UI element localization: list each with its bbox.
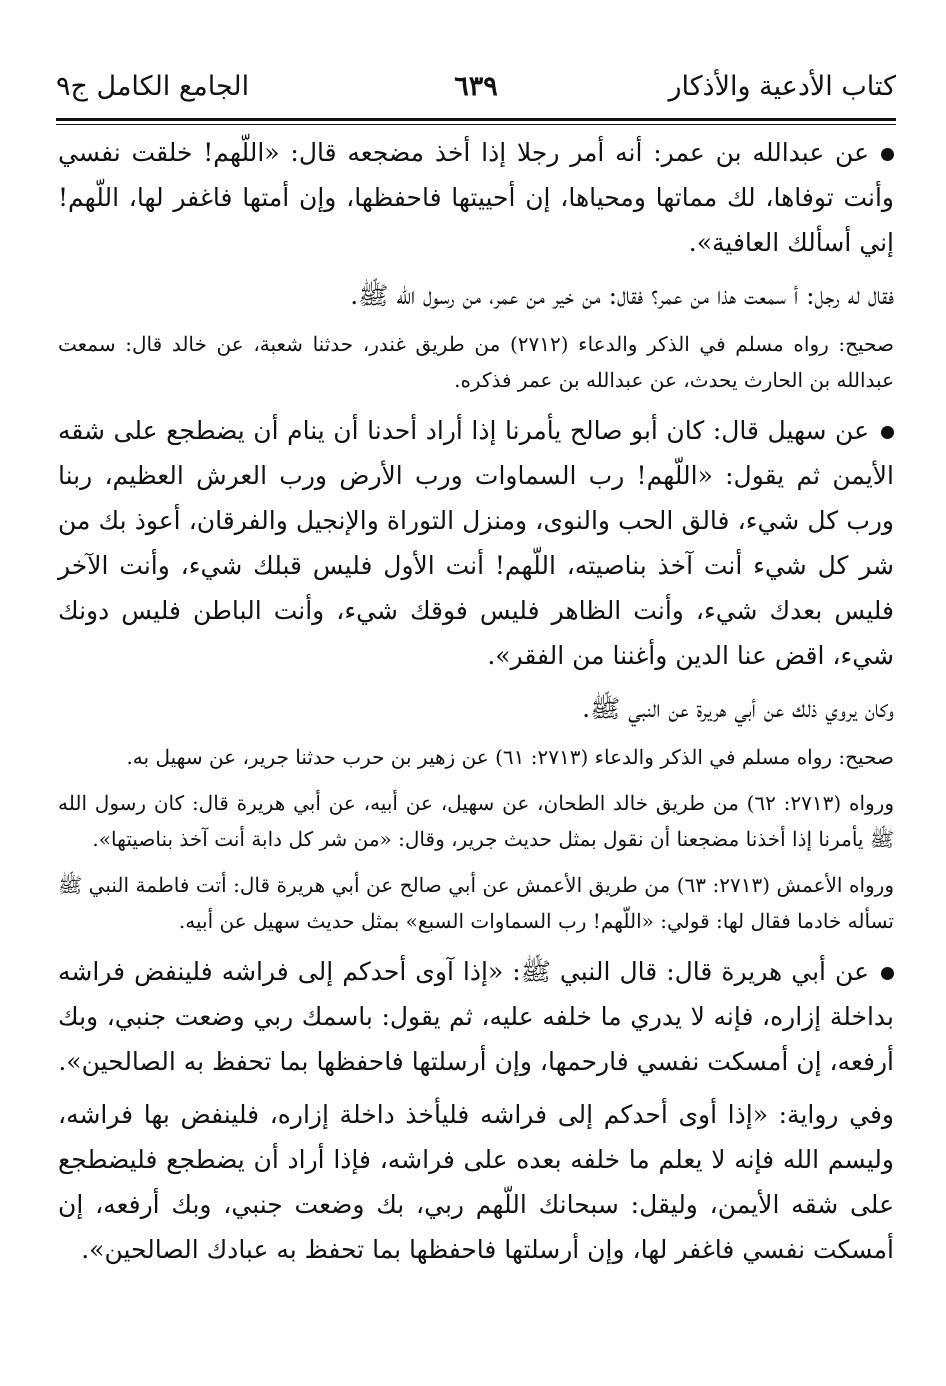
page-body	[58, 130, 894, 1280]
hadith-paragraph	[58, 686, 894, 731]
hadith-paragraph	[58, 130, 894, 265]
paragraph-text: وفي رواية: «إذا أوى أحدكم إلى فراشه فليأخذ داخلة إزاره، فلينفض بها فراشه، وليسم الله فإنه لا يعلم ما خلفه بعده على فراشه، فإذا أراد أن يضطجع فليضطجع على شقه الأيمن، وليقل: سبحانك اللّهم ربي، بك وضعت جنبي، وبك أرفعه، إن أمسكت نفسي فاغفر لها، وإن أرسلتها فاحفظها بما تحفظ به عبادك الصالحين».	[58, 1100, 894, 1264]
bullet-icon	[881, 967, 894, 980]
hadith-paragraph	[58, 273, 894, 318]
paragraph-text: صحيح: رواه مسلم في الذكر والدعاء (٢٧١٢) من طريق غندر، حدثنا شعبة، عن خالد قال: سمعت عبدالله بن الحارث يحدث، عن عبدالله بن عمر فذكره.	[58, 332, 894, 392]
takhrij-note	[58, 739, 894, 775]
header-rule-thin	[56, 124, 896, 125]
header-book-title: الجامع الكامل ج٩	[56, 71, 250, 102]
bullet-icon	[881, 426, 894, 439]
hadith-paragraph	[58, 1092, 894, 1272]
paragraph-text: فقال له رجل: أ سمعت هذا من عمر؟ فقال: من خير من عمر، من رسول الله ﷺ.	[350, 281, 894, 310]
paragraph-text: ورواه الأعمش (٢٧١٣: ٦٣) من طريق الأعمش عن أبي صالح عن أبي هريرة قال: أتت فاطمة النبي ﷺ تسأله خادما فقال لها: قولي: «اللّهم! رب السماوات السبع» بمثل حديث سهيل عن أبيه.	[58, 873, 894, 933]
hadith-paragraph	[58, 949, 894, 1084]
takhrij-note	[58, 867, 894, 939]
hadith-paragraph	[58, 408, 894, 678]
takhrij-note	[58, 785, 894, 857]
page-number: ٦٣٩	[454, 71, 498, 102]
paragraph-text: عن سهيل قال: كان أبو صالح يأمرنا إذا أراد أحدنا أن ينام أن يضطجع على شقه الأيمن ثم يقول: «اللّهم! رب السماوات ورب الأرض ورب العرش العظيم، ربنا ورب كل شيء، فالق الحب والنوى، ومنزل التوراة والإنجيل والفرقان، أعوذ بك من شر كل شيء أنت آخذ بناصيته، اللّهم! أنت الأول فليس قبلك شيء، وأنت الآخر فليس بعدك شيء، وأنت الظاهر فليس فوقك شيء، وأنت الباطن فليس دونك شيء، اقض عنا الدين وأغننا من الفقر».	[58, 416, 894, 670]
paragraph-text: صحيح: رواه مسلم في الذكر والدعاء (٢٧١٣: ٦١) عن زهير بن حرب حدثنا جرير، عن سهيل به.	[126, 745, 894, 769]
paragraph-text: ورواه (٢٧١٣: ٦٢) من طريق خالد الطحان، عن سهيل، عن أبيه، عن أبي هريرة قال: كان رسول الله ﷺ يأمرنا إذا أخذنا مضجعنا أن نقول بمثل حديث جرير، وقال: «من شر كل دابة أنت آخذ بناصيتها».	[58, 791, 894, 851]
running-header	[56, 62, 896, 110]
header-rule-thick	[56, 118, 896, 121]
paragraph-text: عن أبي هريرة قال: قال النبي ﷺ: «إذا آوى أحدكم إلى فراشه فلينفض فراشه بداخلة إزاره، فإنه لا يدري ما خلفه عليه، ثم يقول: باسمك ربي وضعت جنبي، وبك أرفعه، إن أمسكت نفسي فارحمها، وإن أرسلتها فاحفظها بما تحفظ به الصالحين».	[58, 957, 894, 1076]
header-section-title: كتاب الأدعية والأذكار	[668, 71, 896, 102]
bullet-icon	[881, 148, 894, 161]
takhrij-note	[58, 326, 894, 398]
paragraph-text: وكان يروي ذلك عن أبي هريرة عن النبي ﷺ.	[582, 694, 894, 723]
paragraph-text: عن عبدالله بن عمر: أنه أمر رجلا إذا أخذ مضجعه قال: «اللّهم! خلقت نفسي وأنت توفاها، لك مماتها ومحياها، إن أحييتها فاحفظها، وإن أمتها فاغفر لها، اللّهم! إني أسألك العافية».	[58, 138, 894, 257]
